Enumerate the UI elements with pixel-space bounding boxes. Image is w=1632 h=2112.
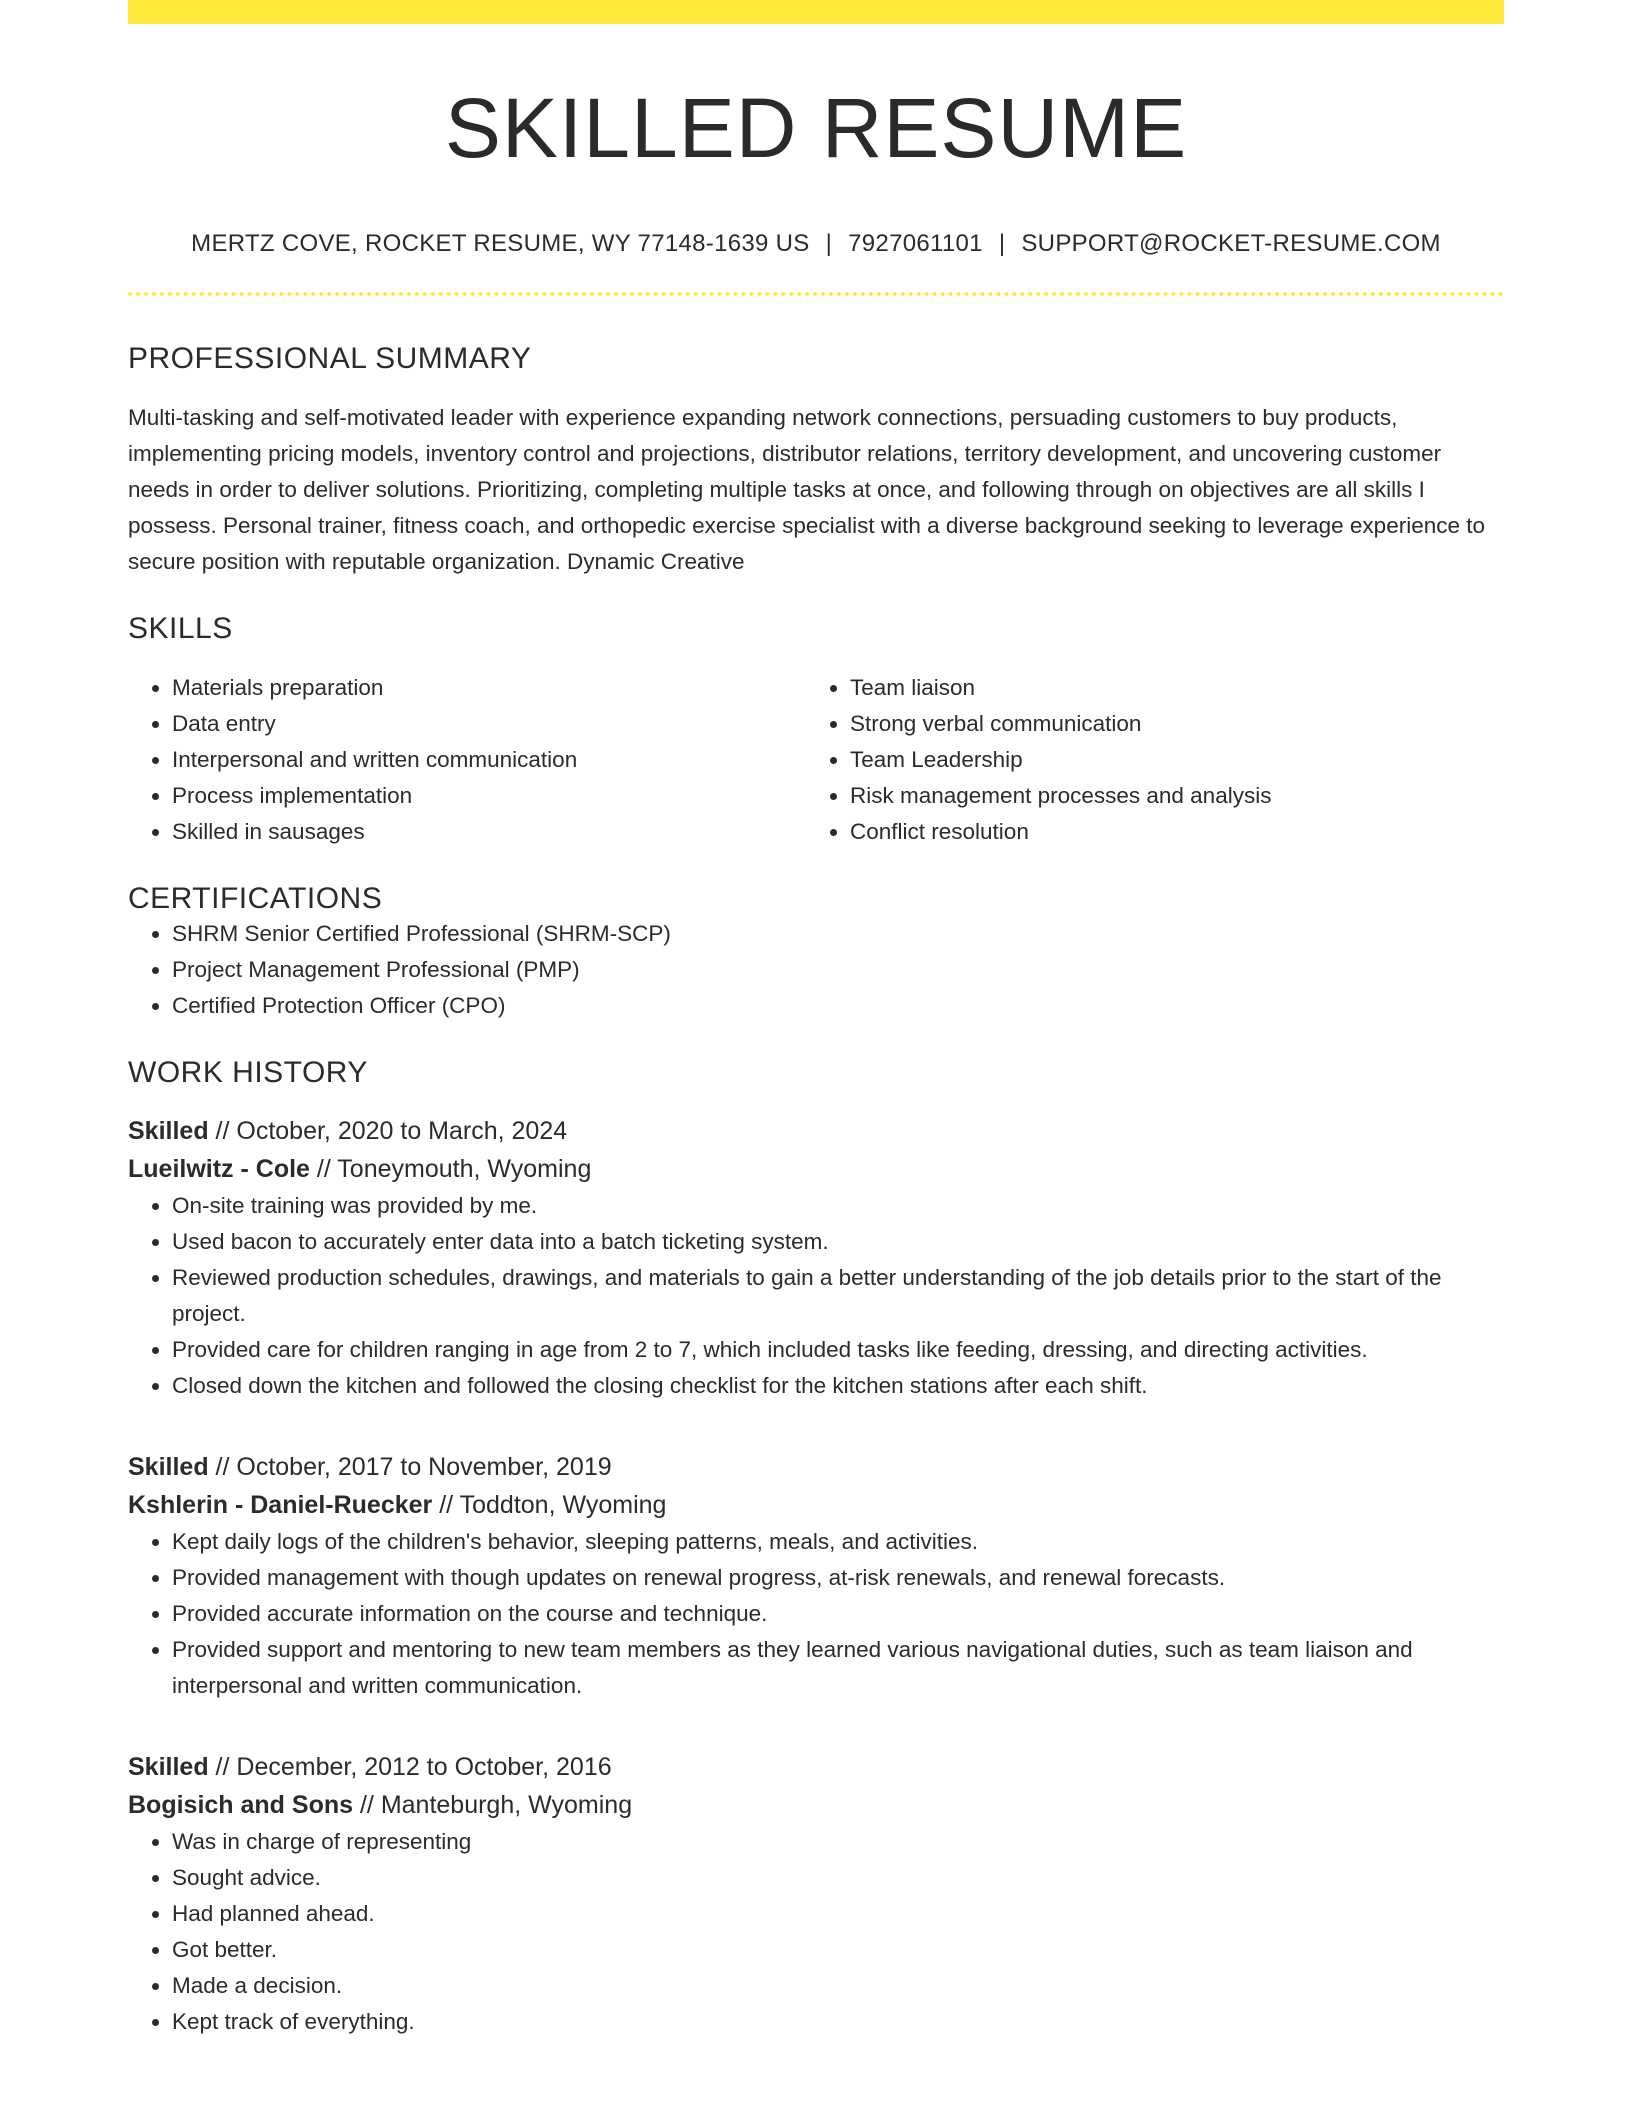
contact-email: SUPPORT@ROCKET-RESUME.COM [1021,230,1441,258]
job-dates: // October, 2020 to March, 2024 [215,1117,568,1146]
job-duty-item: • Kept track of everything. [172,2004,1504,2040]
skill-item: • Team liaison [850,670,1484,706]
certifications-list [128,916,1504,1024]
job-title: Skilled [128,1117,209,1146]
contact-separator: | [998,230,1006,258]
job-location: // Toddton, Wyoming [439,1491,667,1520]
resume-title: SKILLED RESUME [444,81,1188,175]
job-duty-item: • Had planned ahead. [172,1896,1504,1932]
job-entry [128,1748,1504,2040]
job-duty-item: • Provided management with though updates on renewal progress, at-risk renewals, and renewal forecasts. [172,1560,1504,1596]
job-duty-item: • Sought advice. [172,1860,1504,1896]
job-duty-item: • Used bacon to accurately enter data into a batch ticketing system. [172,1224,1504,1260]
skills-list-left [128,670,806,850]
skills-grid [128,670,1504,850]
section-heading-summary: PROFESSIONAL SUMMARY [128,342,532,376]
job-duty-item: • Closed down the kitchen and followed the closing checklist for the kitchen stations after each shift. [172,1368,1504,1404]
job-duties-list [128,1188,1504,1404]
skill-item: • Risk management processes and analysis [850,778,1484,814]
job-dates: // October, 2017 to November, 2019 [215,1453,612,1482]
accent-top-bar [128,0,1504,24]
job-company-line [128,1486,1504,1524]
job-title-line [128,1448,1504,1486]
contact-address: MERTZ COVE, ROCKET RESUME, WY 77148-1639 US [191,230,810,258]
job-title-line [128,1748,1504,1786]
skill-item: • Conflict resolution [850,814,1484,850]
job-duty-item: • On-site training was provided by me. [172,1188,1504,1224]
job-company: Bogisich and Sons [128,1791,354,1820]
skill-item: • Team Leadership [850,742,1484,778]
contact-line [128,230,1504,258]
section-heading-skills: SKILLS [128,612,233,646]
job-entry [128,1112,1504,1404]
job-title: Skilled [128,1453,209,1482]
job-duty-item: • Provided support and mentoring to new team members as they learned various navigational duties, such as team liaison and interpersonal and written communication. [172,1632,1504,1704]
skill-item: • Process implementation [172,778,806,814]
job-entry [128,1448,1504,1704]
certification-item: • Certified Protection Officer (CPO) [172,988,1504,1024]
job-duties-list [128,1524,1504,1704]
skill-item: • Interpersonal and written communication [172,742,806,778]
job-duty-item: • Provided accurate information on the course and technique. [172,1596,1504,1632]
resume-page [128,0,1504,2040]
job-title-line [128,1112,1504,1150]
skill-item: • Data entry [172,706,806,742]
job-duties-list [128,1824,1504,2040]
job-company: Lueilwitz - Cole [128,1155,310,1184]
skills-list-right [806,670,1484,850]
job-company-line [128,1150,1504,1188]
skill-item: • Materials preparation [172,670,806,706]
job-location: // Toneymouth, Wyoming [316,1155,592,1184]
job-duty-item: • Made a decision. [172,1968,1504,2004]
job-company: Kshlerin - Daniel-Ruecker [128,1491,433,1520]
job-title: Skilled [128,1753,209,1782]
section-heading-certifications: CERTIFICATIONS [128,882,383,916]
contact-phone: 7927061101 [848,230,983,258]
section-heading-work-history: WORK HISTORY [128,1056,368,1090]
certifications-section [128,882,1504,1024]
job-duty-item: • Kept daily logs of the children's behavior, sleeping patterns, meals, and activities. [172,1524,1504,1560]
header-divider [128,292,1504,296]
job-dates: // December, 2012 to October, 2016 [215,1753,612,1782]
work-history-section [128,1056,1504,2040]
skills-column-left [128,670,806,850]
contact-separator: | [825,230,833,258]
skill-item: • Strong verbal communication [850,706,1484,742]
job-duty-item: • Reviewed production schedules, drawings, and materials to gain a better understanding of the job details prior to the start of the project. [172,1260,1504,1332]
skill-item: • Skilled in sausages [172,814,806,850]
job-duty-item: • Was in charge of representing [172,1824,1504,1860]
professional-summary-section [128,342,1504,580]
job-duty-item: • Got better. [172,1932,1504,1968]
skills-section [128,612,1504,850]
job-duty-item: • Provided care for children ranging in age from 2 to 7, which included tasks like feeding, dressing, and directing activities. [172,1332,1504,1368]
job-company-line [128,1786,1504,1824]
certification-item: • Project Management Professional (PMP) [172,952,1504,988]
job-location: // Manteburgh, Wyoming [359,1791,633,1820]
certification-item: • SHRM Senior Certified Professional (SHRM-SCP) [172,916,1504,952]
skills-column-right [806,670,1484,850]
summary-text: Multi-tasking and self-motivated leader with experience expanding network connections, persuading customers to buy products, implementing pricing models, inventory control and projections, distributor relations, territory development, and uncovering customer needs in order to deliver solutions. Prioritizing, completing multiple tasks at once, and following through on objectives are all skills I possess. Personal trainer, fitness coach, and orthopedic exercise specialist with a diverse background seeking to leverage experience to secure position with reputable organization. Dynamic Creative [128,405,1486,575]
